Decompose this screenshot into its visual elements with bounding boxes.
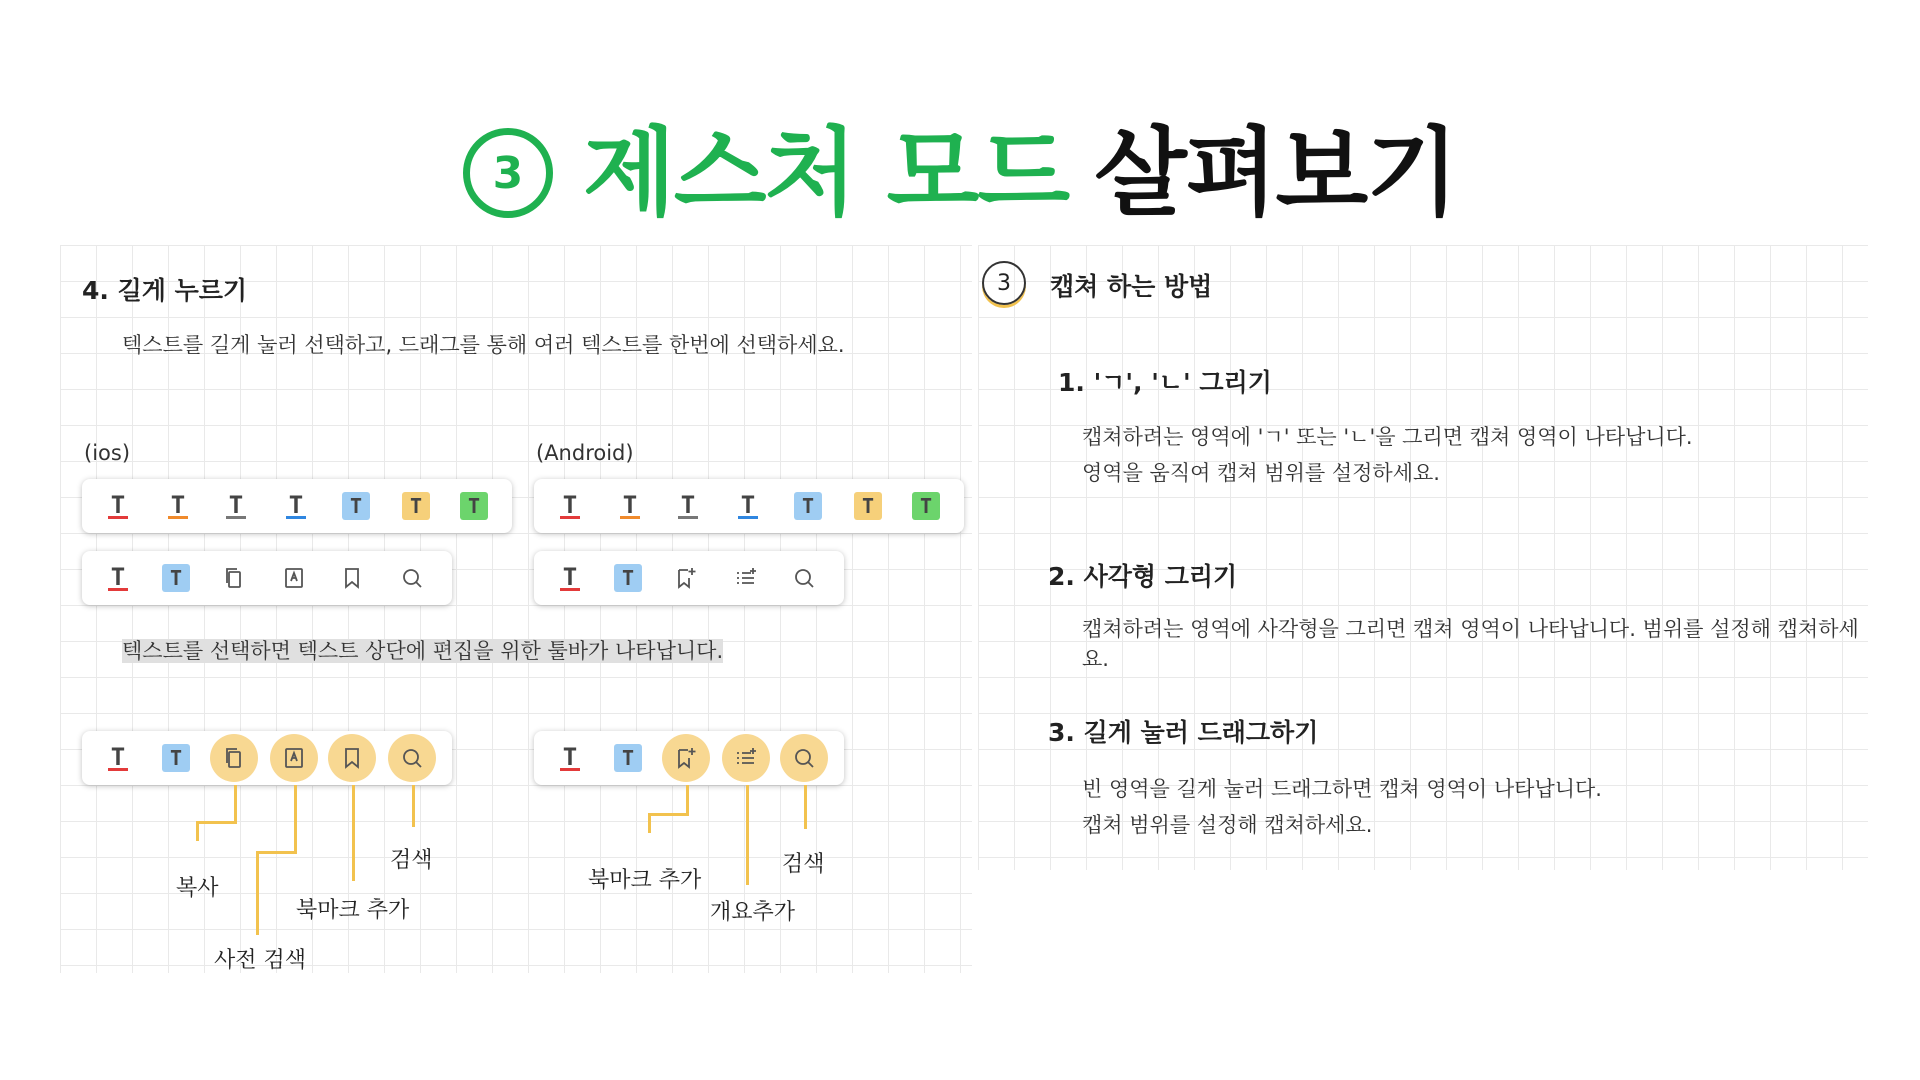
underline-red-button[interactable]: T xyxy=(550,558,590,598)
outline-add-icon[interactable] xyxy=(726,738,766,778)
ios-format-toolbar xyxy=(82,479,512,533)
underline-orange-button[interactable]: T xyxy=(158,486,198,526)
highlight-yellow-button[interactable]: T xyxy=(396,486,436,526)
section-heading: 4. 길게 누르기 xyxy=(82,276,248,305)
bookmark-add-connector xyxy=(648,813,689,816)
android-annotated-toolbar xyxy=(534,731,844,785)
dictionary-connector xyxy=(256,851,297,854)
android-label: (Android) xyxy=(536,441,634,465)
highlight-blue-button[interactable]: T xyxy=(336,486,376,526)
ios-edit-toolbar xyxy=(82,551,452,605)
section-description: 텍스트를 길게 눌러 선택하고, 드래그를 통해 여러 텍스트를 한번에 선택하세요. xyxy=(122,333,845,357)
search-icon[interactable] xyxy=(784,738,824,778)
capture-section-line: 캡쳐하려는 영역에 사각형을 그리면 캡쳐 영역이 나타납니다. 범위를 설정해 캡쳐하세요. xyxy=(1082,617,1859,671)
search-icon[interactable] xyxy=(784,558,824,598)
capture-step-badge: 3 xyxy=(982,261,1026,305)
capture-panel xyxy=(978,245,1868,870)
underline-red-button[interactable]: T xyxy=(98,738,138,778)
capture-section-title: 1. 'ㄱ', 'ㄴ' 그리기 xyxy=(1058,368,1272,397)
dictionary-connector xyxy=(256,851,259,935)
capture-section-line: 영역을 움직여 캡쳐 범위를 설정하세요. xyxy=(1082,461,1440,485)
bookmark-add-connector xyxy=(648,813,651,833)
bookmark-icon[interactable] xyxy=(332,558,372,598)
ios-label: (ios) xyxy=(84,441,131,465)
title-black-text: 살펴보기 xyxy=(1094,117,1458,229)
bookmark-add-icon[interactable] xyxy=(666,738,706,778)
highlight-green-button[interactable]: T xyxy=(454,486,494,526)
underline-gray-button[interactable]: T xyxy=(216,486,256,526)
highlight-blue-button[interactable]: T xyxy=(156,738,196,778)
underline-gray-button[interactable]: T xyxy=(668,486,708,526)
copy-label: 복사 xyxy=(176,876,219,901)
highlight-yellow-button[interactable]: T xyxy=(848,486,888,526)
copy-connector xyxy=(196,821,237,824)
search-connector xyxy=(804,785,807,829)
page-title xyxy=(0,118,1920,228)
search-label: 검색 xyxy=(782,852,825,877)
copy-icon[interactable] xyxy=(214,558,254,598)
bookmark-connector xyxy=(352,785,355,881)
capture-section-title: 3. 길게 눌러 드래그하기 xyxy=(1048,718,1319,747)
android-edit-toolbar xyxy=(534,551,844,605)
highlight-blue-button[interactable]: T xyxy=(788,486,828,526)
underline-blue-button[interactable]: T xyxy=(728,486,768,526)
capture-section-title: 2. 사각형 그리기 xyxy=(1048,562,1238,591)
ios-annotated-toolbar xyxy=(82,731,452,785)
copy-connector xyxy=(196,821,199,841)
capture-section-line: 캡쳐 범위를 설정해 캡쳐하세요. xyxy=(1082,813,1373,837)
outline-add-label: 개요추가 xyxy=(710,900,796,925)
outline-add-icon[interactable] xyxy=(726,558,766,598)
dictionary-connector xyxy=(294,785,297,853)
step-number-badge: 3 xyxy=(463,128,553,218)
bookmark-add-connector xyxy=(686,785,689,815)
underline-orange-button[interactable]: T xyxy=(610,486,650,526)
underline-blue-button[interactable]: T xyxy=(276,486,316,526)
outline-add-connector xyxy=(746,785,749,885)
highlight-green-button[interactable]: T xyxy=(906,486,946,526)
long-press-panel xyxy=(60,245,972,973)
capture-section-line: 빈 영역을 길게 눌러 드래그하면 캡쳐 영역이 나타납니다. xyxy=(1082,777,1602,801)
underline-red-button[interactable]: T xyxy=(550,738,590,778)
bookmark-add-label: 북마크 추가 xyxy=(588,868,702,893)
highlight-blue-button[interactable]: T xyxy=(608,738,648,778)
android-format-toolbar xyxy=(534,479,964,533)
underline-red-button[interactable]: T xyxy=(98,486,138,526)
bookmark-icon[interactable] xyxy=(332,738,372,778)
copy-connector xyxy=(234,785,237,823)
dictionary-icon[interactable] xyxy=(274,558,314,598)
toolbar-note: 텍스트를 선택하면 텍스트 상단에 편집을 위한 툴바가 나타납니다. xyxy=(122,639,724,663)
bookmark-label: 북마크 추가 xyxy=(296,898,410,923)
dictionary-icon[interactable] xyxy=(274,738,314,778)
search-icon[interactable] xyxy=(392,738,432,778)
capture-heading: 캡쳐 하는 방법 xyxy=(1050,272,1213,301)
highlight-blue-button[interactable]: T xyxy=(608,558,648,598)
search-icon[interactable] xyxy=(392,558,432,598)
underline-red-button[interactable]: T xyxy=(550,486,590,526)
search-connector xyxy=(412,785,415,827)
copy-icon[interactable] xyxy=(214,738,254,778)
title-green-text: 제스처 모드 xyxy=(582,117,1069,229)
capture-section-line: 캡쳐하려는 영역에 'ㄱ' 또는 'ㄴ'을 그리면 캡쳐 영역이 나타납니다. xyxy=(1082,425,1693,449)
highlight-blue-button[interactable]: T xyxy=(156,558,196,598)
search-label: 검색 xyxy=(390,848,433,873)
bookmark-add-icon[interactable] xyxy=(666,558,706,598)
dictionary-label: 사전 검색 xyxy=(214,948,307,973)
underline-red-button[interactable]: T xyxy=(98,558,138,598)
